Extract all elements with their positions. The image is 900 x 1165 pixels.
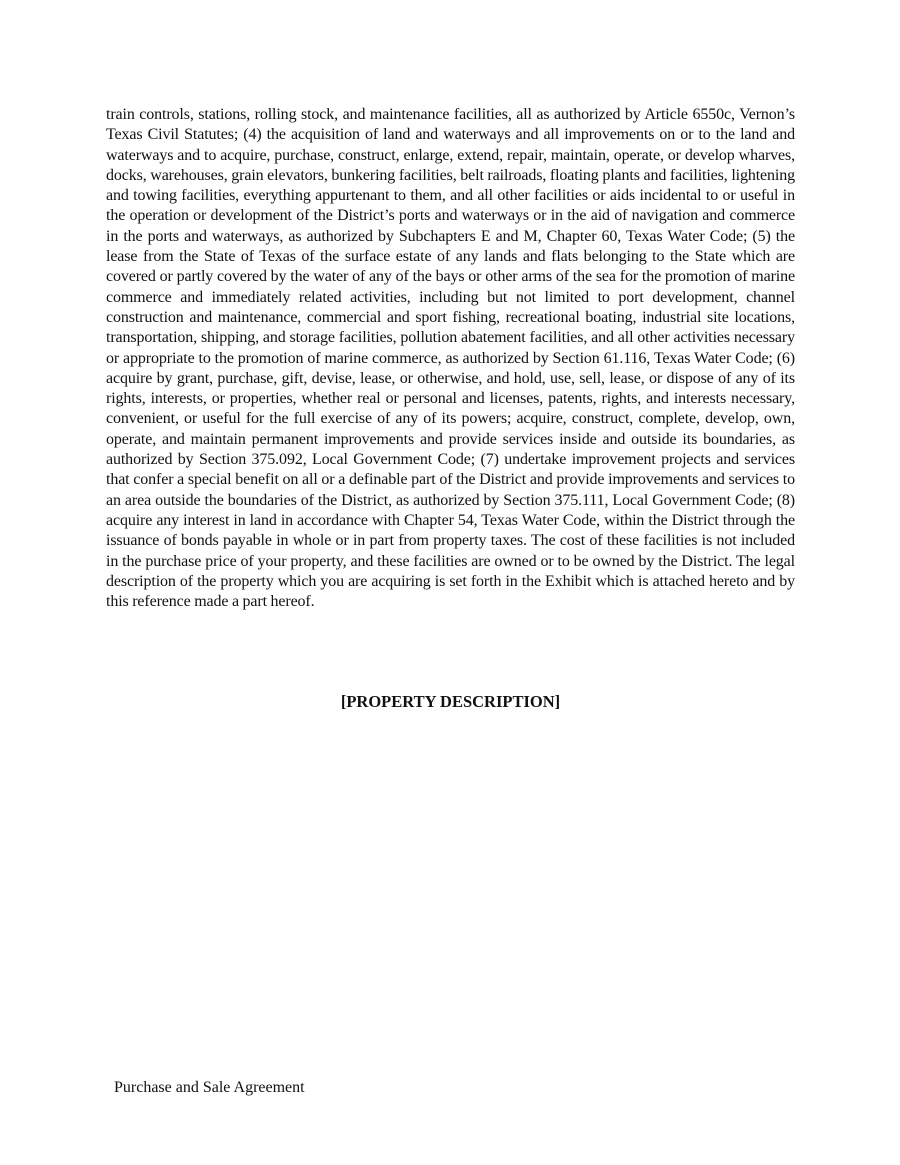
body-paragraph: train controls, stations, rolling stock, and maintenance facilities, all as authorized by Article 6550c, Vernon’s Texas Civil Statutes; (4) the acquisition of land and waterways and all improvements on or to the land and waterways and to acquire, purchase, construct, enlarge, extend, repair, maintain, operate, or develop wharves, docks, warehouses, grain elevators, bunkering facilities, belt railroads, floating plants and facilities, lightening and towing facilities, everything appurtenant to them, and all other facilities or aids incidental to or useful in the operation or development of the District’s ports and waterways or in the aid of navigation and commerce in the ports and waterways, as authorized by Subchapters E and M, Chapter 60, Texas Water Code; (5) the lease from the State of Texas of the surface estate of any lands and flats belonging to the State which are covered or partly covered by the water of any of the bays or other arms of the sea for the promotion of marine commerce and immediately related activities, including but not limited to port development, channel construction and maintenance, commercial and sport fishing, recreational boating, industrial site locations, transportation, shipping, and storage facilities, pollution abatement facilities, and all other activities necessary or appropriate to the promotion of marine commerce, as authorized by Section 61.116, Texas Water Code; (6) acquire by grant, purchase, gift, devise, lease, or otherwise, and hold, use, sell, lease, or dispose of any of its rights, interests, or properties, whether real or personal and licenses, patents, rights, and interests necessary, convenient, or useful for the full exercise of any of its powers; acquire, construct, complete, develop, own, operate, and maintain permanent improvements and provide services inside and outside its boundaries, as authorized by Section 375.092, Local Government Code; (7) undertake improvement projects and services that confer a special benefit on all or a definable part of the District and provide improvements and services to an area outside the boundaries of the District, as authorized by Section 375.111, Local Government Code; (8) acquire any interest in land in accordance with Chapter 54, Texas Water Code, within the District through the issuance of bonds payable in whole or in part from property taxes. The cost of these facilities is not included in the purchase price of your property, and these facilities are owned or to be owned by the District. The legal description of the property which you are acquiring is set forth in the Exhibit which is attached hereto and by this reference made a part hereof. <box>106 106 795 611</box>
page-footer: Purchase and Sale Agreement <box>114 1079 305 1096</box>
section-heading-property-description: [PROPERTY DESCRIPTION] <box>340 692 561 711</box>
